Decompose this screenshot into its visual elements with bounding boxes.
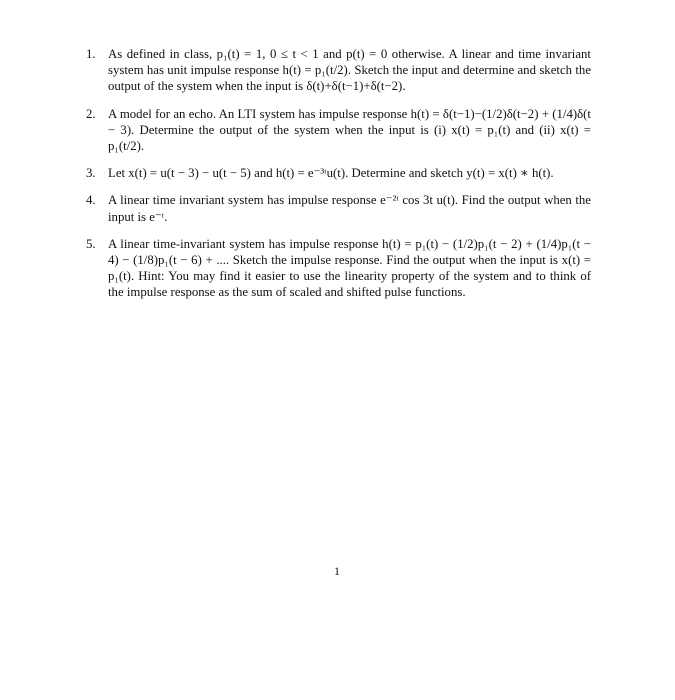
problem-text: A linear time invariant system has impulse response e⁻²ᵗ cos 3t u(t). Find the output when the input is e⁻ᵗ. bbox=[108, 193, 591, 224]
problem-item bbox=[86, 106, 591, 155]
problem-number: 3. bbox=[86, 166, 96, 181]
problem-number: 2. bbox=[86, 106, 96, 121]
problem-text: A linear time-invariant system has impulse response h(t) = p₁(t) − (1/2)p₁(t − 2) + (1/4)p₁(t − 4) − (1/8)p₁(t − 6) + .... Sketch the impulse response. Find the output when the input is x(t) = p₁(t). Hint: You may find it easier to use the linearity property of the system and to think of the impulse response as the sum of scaled and shifted pulse functions. bbox=[108, 236, 591, 300]
problem-text: A model for an echo. An LTI system has impulse response h(t) = δ(t−1)−(1/2)δ(t−2) + (1/4)δ(t − 3). Determine the output of the system when the input is (i) x(t) = p₁(t) and (ii) x(t) = p₁(t/2). bbox=[108, 106, 591, 154]
problem-item bbox=[86, 165, 591, 181]
page-number: 1 bbox=[334, 564, 340, 578]
problem-text: As defined in class, p₁(t) = 1, 0 ≤ t < 1 and p(t) = 0 otherwise. A linear and time invariant system has unit impulse response h(t) = p₁(t/2). Sketch the input and determine and sketch the output of the system when the input is δ(t)+δ(t−1)+δ(t−2). bbox=[108, 47, 591, 94]
problem-text: Let x(t) = u(t − 3) − u(t − 5) and h(t) = e⁻³ᵗu(t). Determine and sketch y(t) = x(t) ∗ h(t). bbox=[108, 166, 554, 181]
problem-list bbox=[86, 46, 591, 312]
problem-number: 4. bbox=[86, 193, 96, 208]
problem-number: 5. bbox=[86, 236, 96, 251]
problem-item bbox=[86, 236, 591, 301]
problem-number: 1. bbox=[86, 47, 96, 61]
problem-item bbox=[86, 192, 591, 224]
problem-item bbox=[86, 46, 591, 95]
